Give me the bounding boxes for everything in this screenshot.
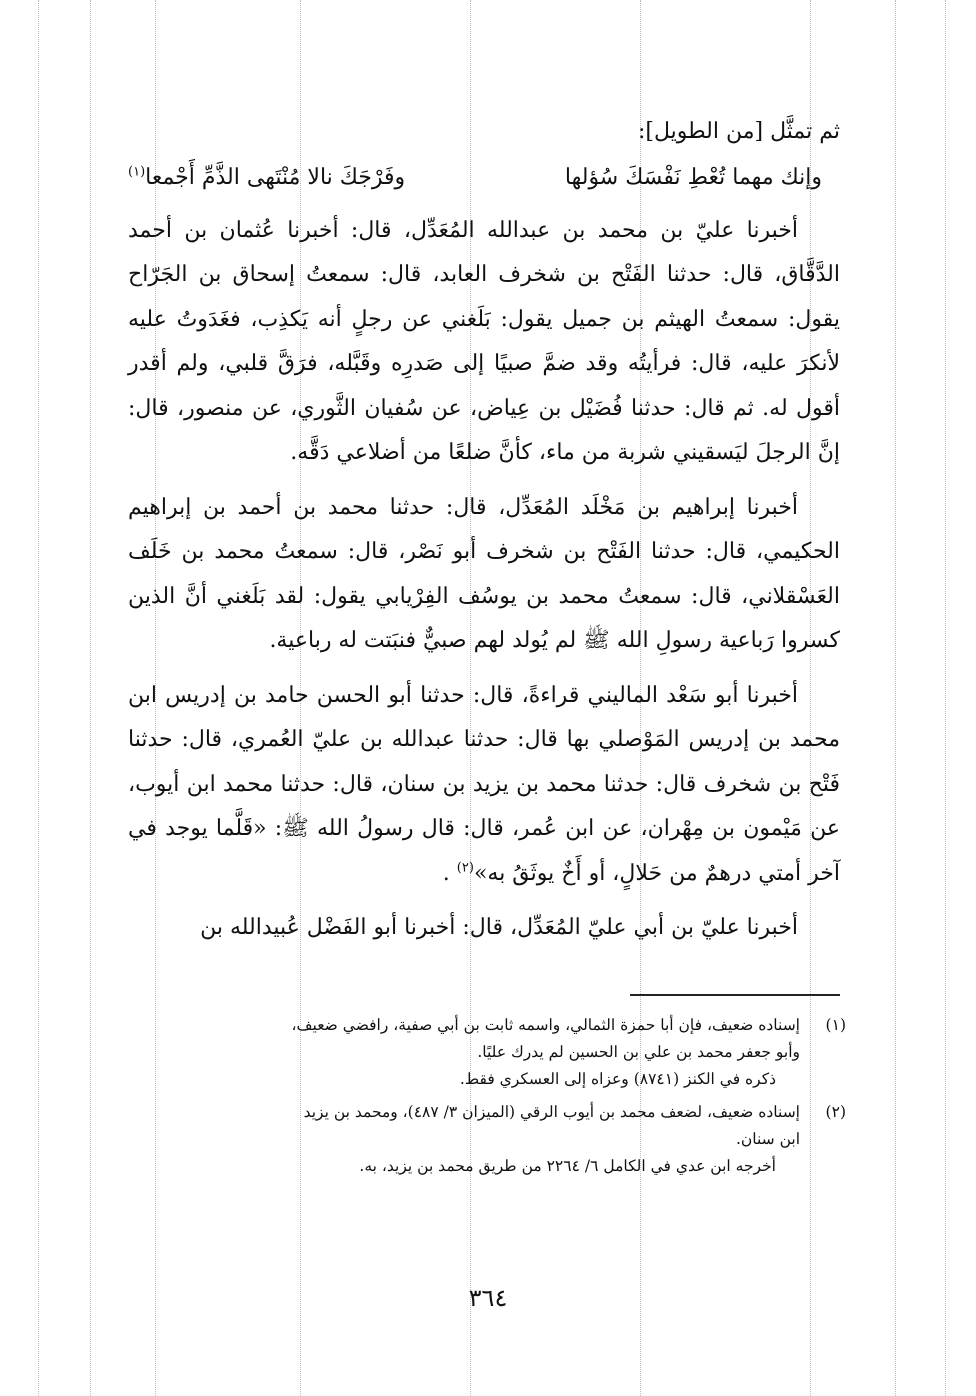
footnote [118,1012,846,1093]
page-guide-line [38,0,39,1396]
footnote-marker: (٢) [456,860,474,876]
footnote-number: (١) [825,1016,846,1034]
footnotes [118,1012,846,1186]
footnote-marker: (١) [128,164,146,180]
footnote-separator [630,994,840,996]
footnote-line: ابن سنان. [735,1130,800,1148]
page-guide-line [90,0,91,1396]
paragraph: أخبرنا عليّ بن محمد بن عبدالله المُعَدِّل، قال: أخبرنا عُثمان بن أحمد الدَّقَّاق، قال: حدثنا الفَتْح بن شخرف العابد، قال: سمعتُ إسحاق بن الجَرّاح يقول: سمعتُ الهيثم بن جميل يقول: بَلَغني عن رجلٍ أنه يَكذِب، فغَدَوتُ عليه لأنكرَ عليه، قال: فرأيتُه وقد ضمَّ صبيًا إلى صَدرِه وقَبَّله، فرَقَّ قلبي، ولم أقدر أقول له. ثم قال: حدثنا فُضَيْل بن عِياض، عن سُفيان الثَّوري، عن منصور، قال: إنَّ الرجلَ ليَسقيني شربة من ماء، كأنَّ ضلعًا من أضلاعي دَقَّه. [128,217,840,465]
page-guide-line [945,0,946,1396]
footnote-line: أخرجه ابن عدي في الكامل ٦/ ٢٢٦٤ من طريق محمد بن يزيد، به. [359,1157,776,1175]
paragraph: أخبرنا أبو سَعْد الماليني قراءةً، قال: حدثنا أبو الحسن حامد بن إدريس ابن محمد بن إدريس المَوْصلي بها قال: حدثنا عبدالله بن عليّ العُمري، قال: حدثنا فَتْح بن شخرف قال: حدثنا محمد بن يزيد بن سنان، قال: حدثنا محمد ابن أيوب، عن مَيْمون بن مِهْران، عن ابن عُمر، قال: قال رسولُ الله ﷺ: «قَلَّما يوجد في آخر أمتي درهمٌ من حَلالٍ، أو أَخٌ يوثَقُ به»$^{(٢)}$ . [128,682,840,886]
paragraph: أخبرنا إبراهيم بن مَخْلَد المُعَدِّل، قال: حدثنا محمد بن أحمد بن إبراهيم الحكيمي، قال: حدثنا الفَتْح بن شخرف أبو نَصْر، قال: سمعتُ محمد بن خَلَف العَسْقلاني، قال: سمعتُ محمد بن يوسُف الفِرْيابي يقول: لقد بَلَغني أنَّ الذين كسروا رَباعية رسولِ الله ﷺ لم يُولد لهم صبيٌّ فنبَتت له رباعية. [128,494,840,653]
paragraph: أخبرنا عليّ بن أبي عليّ المُعَدِّل، قال: أخبرنا أبو الفَضْل عُبيدالله بن [200,915,798,940]
verse-hemistich-right: وإنك مهما تُعْطِ نَفْسَكَ سُؤلها [564,164,822,190]
intro-line: ثم تمثَّل [من الطويل]: [637,119,840,144]
footnote [118,1099,846,1180]
verse-hemistich-left: وفَرْجَكَ نالا مُنْتَهى الذَّمِّ أَجْمعا$^{(١)}$ [128,164,406,190]
page-number: ٣٦٤ [468,1284,508,1312]
footnote-line: إسناده ضعيف، لضعف محمد بن أيوب الرقي (الميزان ٣/ ٤٨٧)، ومحمد بن يزيد [303,1103,800,1121]
footnote-line: إسناده ضعيف، فإن أبا حمزة الثمالي، واسمه ثابت بن أبي صفية، رافضي ضعيف، [291,1016,800,1034]
main-text [128,110,840,951]
footnote-line: ذكره في الكنز (٨٧٤١) وعزاه إلى العسكري فقط. [459,1070,776,1088]
page-guide-line [895,0,896,1396]
poetry-verse [128,155,840,201]
footnote-line: وأبو جعفر محمد بن علي بن الحسين لم يدرك عليًا. [477,1043,800,1061]
footnote-number: (٢) [825,1103,846,1121]
